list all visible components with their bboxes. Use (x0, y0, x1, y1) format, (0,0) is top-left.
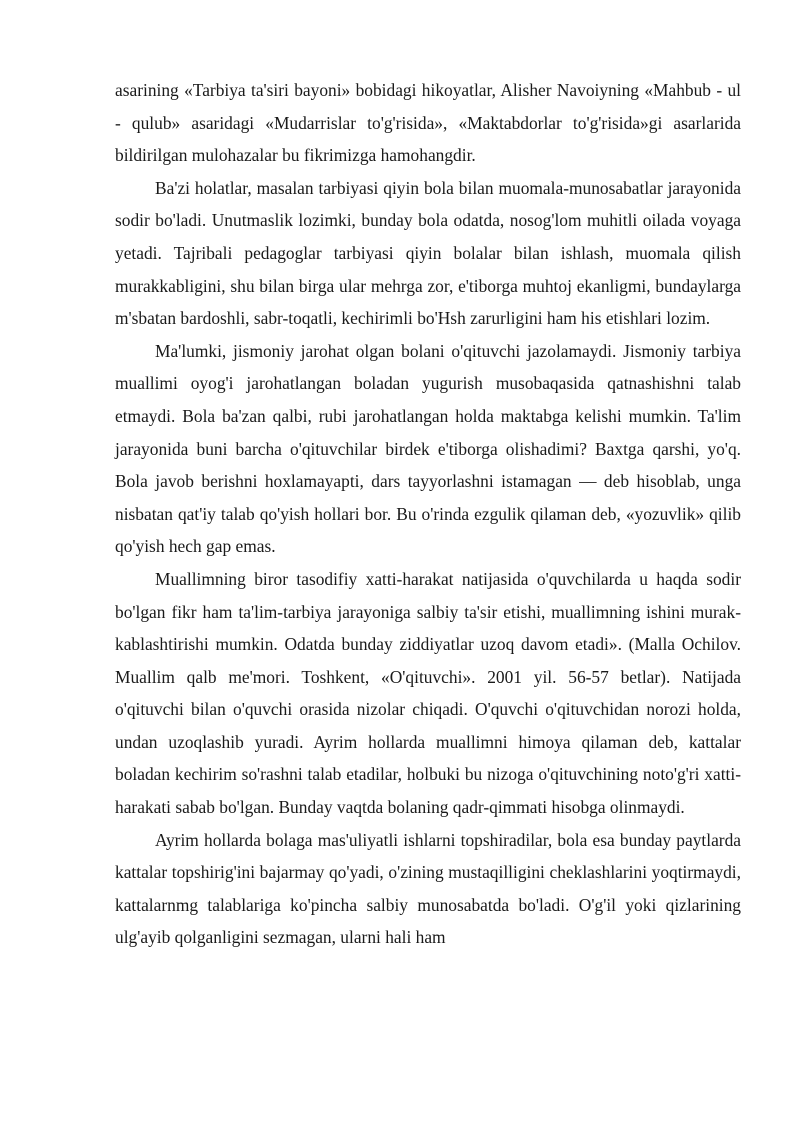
paragraph: Ma'lumki, jismoniy jarohat olgan bolani o'qituvchi jazolamaydi. Jismoniy tarbiya muallimi oyog'i jarohatlangan boladan yugurish musobaqasida qatnashishni talab etmaydi. Bola ba'zan qalbi, rubi jarohatlangan holda maktabga kelishi mumkin. Ta'lim jarayonida buni barcha o'qituvchilar birdek e'tiborga olishadimi? Baxtga qarshi, yo'q. Bola javob berishni hoxlamayapti, dars tayyorlashni istamagan — deb hisoblab, unga nisbatan qat'iy talab qo'yish hollari bor. Bu o'rinda ezgulik qilaman deb, «yozuvlik» qilib qo'yish hech gap emas. (115, 340, 741, 557)
document-page (115, 74, 741, 954)
paragraph: Muallimning biror tasodifiy xatti-harakat natijasida o'quvchilarda u haqda sodir bo'lgan fikr ham ta'lim-tarbiya jarayoniga salbiy ta'sir etishi, muallimning ishini murak-kablashtirishi mumkin. Odatda bunday ziddiyatlar uzoq davom etadi». (Malla Ochilov. Muallim qalb me'mori. Toshkent, «O'qituvchi». 2001 yil. 56-57 betlar). Natijada o'qituvchi bilan o'quvchi orasida nizolar chiqadi. O'quvchi o'qituvchidan norozi holda, undan uzoqlashib yuradi. Ayrim hollarda muallimni himoya qilaman deb, kattalar boladan kechirim so'rashni talab etadilar, holbuki bu nizoga o'qituvchining noto'g'ri xatti-harakati sabab bo'lgan. Bunday vaqtda bolaning qadr-qimmati hisobga olinmaydi. (115, 568, 741, 818)
paragraph: asarining «Tarbiya ta'siri bayoni» bobidagi hikoyatlar, Alisher Navoiyning «Mahbub - ul - qulub» asaridagi «Mudarrislar to'g'risida», «Maktabdorlar to'g'risida»gi asarlarida bildirilgan mulohazalar bu fikrimizga hamohangdir. (115, 80, 741, 166)
paragraph: Ba'zi holatlar, masalan tarbiyasi qiyin bola bilan muomala-munosabatlar jarayonida sodir bo'ladi. Unutmaslik lozimki, bunday bola odatda, nosog'lom muhitli oilada voyaga yetadi. Tajribali pedagoglar tarbiyasi qiyin bolalar bilan ishlash, muomala qilish murakkabligini, shu bilan birga ular mehrga zor, e'tiborga muhtoj ekanligmi, bundaylarga m'sbatan bardoshli, sabr-toqatli, kechirimli bo'Hsh zarurligini ham his etishlari lozim. (115, 177, 741, 329)
paragraph: Ayrim hollarda bolaga mas'uliyatli ishlarni topshiradilar, bola esa bunday paytlarda kattalar topshirig'ini bajarmay qo'yadi, o'zining mustaqilligini cheklashlarini yoqtirmaydi, kattalarnmg talablariga ko'pincha salbiy munosabatda bo'ladi. O'g'il yoki qizlarining ulg'ayib qolganligini sezmagan, ularni hali ham (115, 829, 741, 948)
